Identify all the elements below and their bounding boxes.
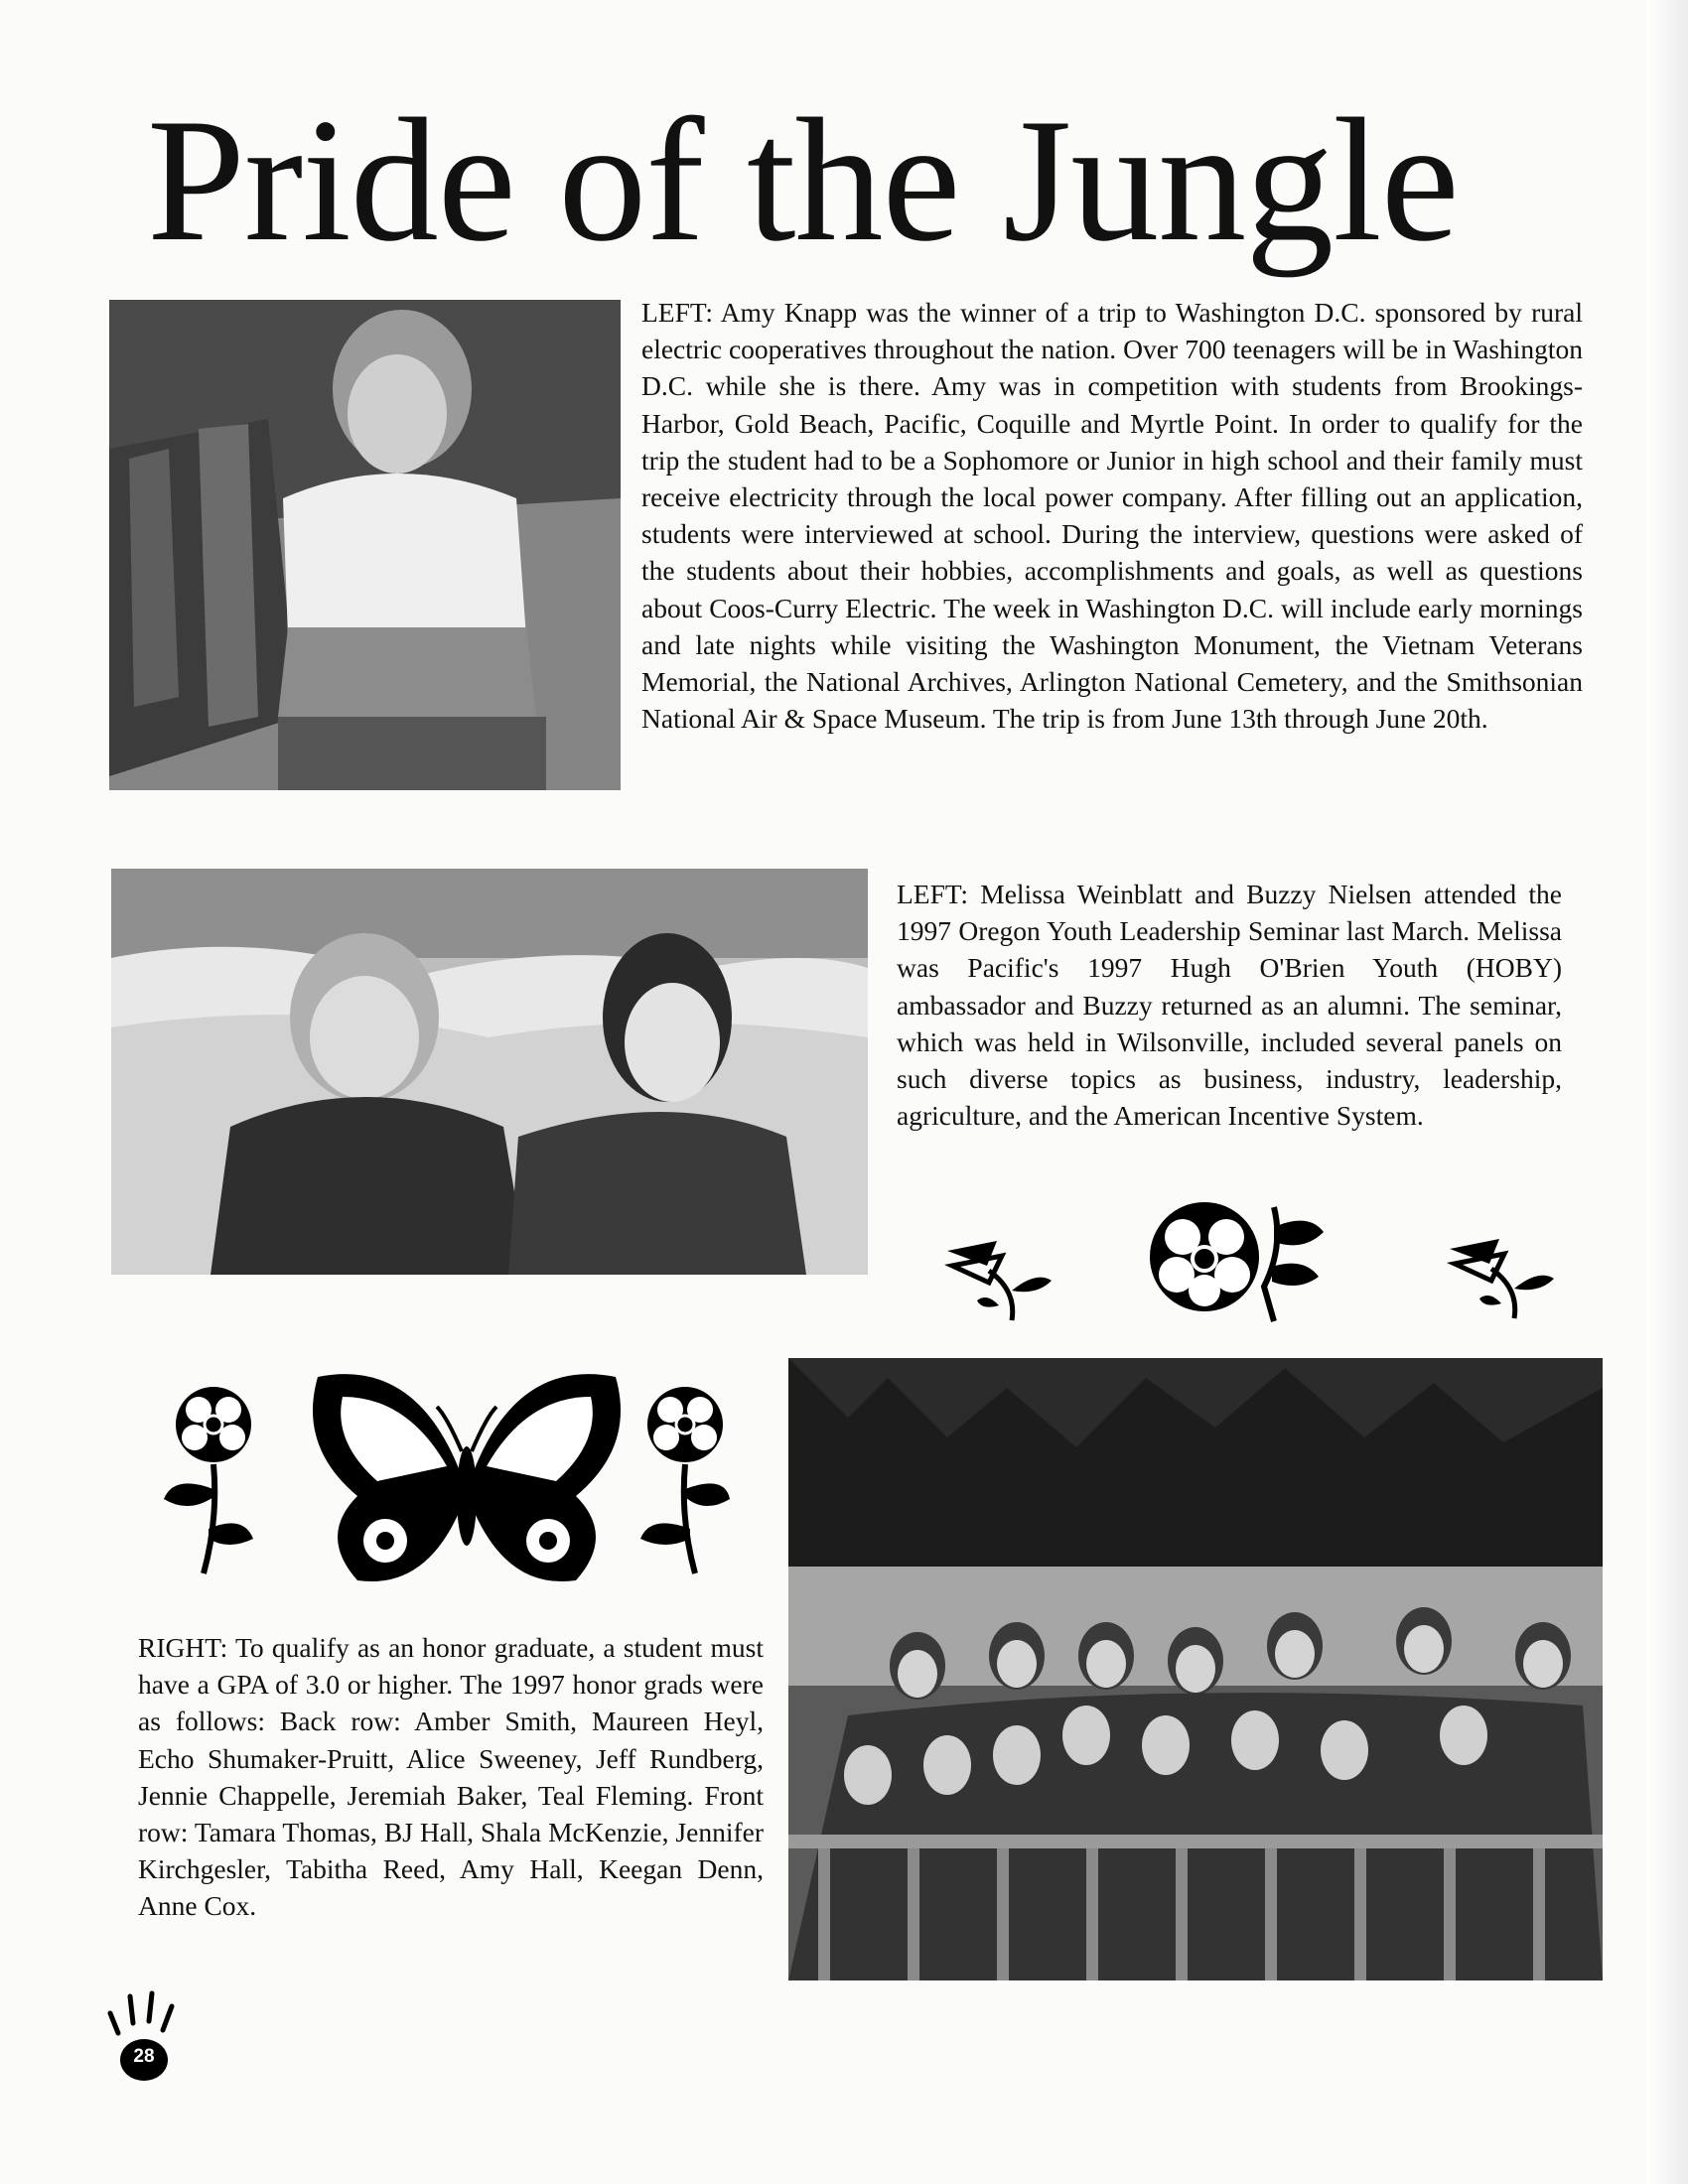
page-edge-shadow	[1646, 0, 1688, 2184]
flower-sprig-icon	[927, 1211, 1060, 1322]
flower-stem-icon	[635, 1380, 735, 1578]
article-caption-1: LEFT: Amy Knapp was the winner of a trip to Washington D.C. sponsored by rural electric cooperatives throughout the nation. Over 700 teenagers will be in Washington D.C. while she is there. Amy was in competition with students from Brookings-Harbor, Gold Beach, Pacific, Coquille and Myrtle Point. In order to qualify for the trip the student had to be a Sophomore or Junior in high school and their family must receive electricity through the local power company. After filling out an application, students were interviewed at school. During the interview, questions were asked of the students about their hobbies, accomplishments and goals, as well as questions about Coos-Curry Electric. The week in Washington D.C. will include early mornings and late nights while visiting the Washington Monument, the Vietnam Veterans Memorial, the National Archives, Arlington National Cemetery, and the Smithsonian National Air & Space Museum. The trip is from June 13th through June 20th.	[641, 297, 1583, 735]
two-students-waterfront-photo	[111, 869, 868, 1275]
article-caption-2: LEFT: Melissa Weinblatt and Buzzy Nielsen attended the 1997 Oregon Youth Leadership Seminar last March. Melissa was Pacific's 1997 Hugh O'Brien Youth (HOBY) ambassador and Buzzy returned as an alumni. The seminar, which was held in Wilsonville, included several panels on such diverse topics as business, industry, leadership, agriculture, and the American Incentive System.	[897, 879, 1562, 1132]
honor-graduates-group-photo	[788, 1358, 1603, 1980]
page-title: Pride of the Jungle	[147, 81, 1459, 278]
flower-sprig-icon	[1135, 1187, 1336, 1326]
flower-stem-icon	[159, 1380, 258, 1578]
butterfly-icon	[298, 1367, 635, 1590]
page-number: 28	[133, 2046, 155, 2067]
article-caption-3: RIGHT: To qualify as an honor graduate, a student must have a GPA of 3.0 or higher. The 1997 honor grads were as follows: Back row: Amber Smith, Maureen Heyl, Echo Shumaker-Pruitt, Alice Sweeney, Jeff Rundberg, Jennie Chappelle, Jeremiah Baker, Teal Fleming. Front row: Tamara Thomas, BJ Hall, Shala McKenzie, Jennifer Kirchgesler, Tabitha Reed, Amy Hall, Keegan Denn, Anne Cox.	[138, 1632, 764, 1922]
paw-print-icon	[100, 1988, 195, 2083]
flower-sprig-icon	[1430, 1209, 1563, 1320]
seated-student-photo	[109, 300, 621, 790]
